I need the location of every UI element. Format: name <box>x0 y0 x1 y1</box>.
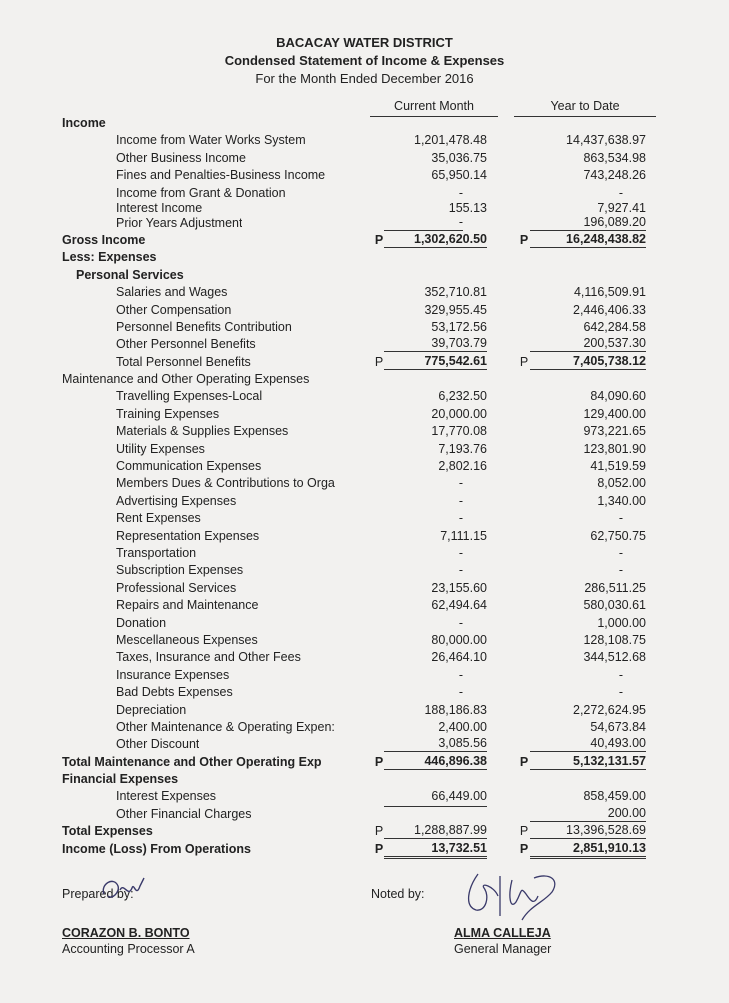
table-row <box>0 388 729 405</box>
preparer-name: CORAZON B. BONTO <box>62 926 190 940</box>
current-month-value: - <box>458 511 463 526</box>
current-month-value: 155.13 <box>448 200 487 215</box>
table-row <box>0 115 729 132</box>
row-label: Members Dues & Contributions to Orga <box>116 476 335 491</box>
table-row <box>0 649 729 666</box>
current-month-value: 1,201,478.48 <box>414 133 487 148</box>
year-to-date-value: 2,272,624.95 <box>573 702 646 717</box>
current-month-value: 17,770.08 <box>431 424 487 439</box>
current-month-value: 62,494.64 <box>431 598 487 613</box>
year-to-date-value: 54,673.84 <box>590 719 646 734</box>
table-row <box>0 580 729 597</box>
year-to-date-value: 863,534.98 <box>583 150 646 165</box>
current-month-value: 66,449.00 <box>431 789 487 804</box>
current-month-value: - <box>384 215 463 231</box>
row-label: Interest Income <box>116 200 203 215</box>
year-to-date-value: - <box>618 563 623 578</box>
table-row <box>0 215 729 232</box>
year-to-date-value: 41,519.59 <box>590 459 646 474</box>
year-to-date-value: 200.00 <box>530 806 646 822</box>
table-row <box>0 406 729 423</box>
row-label: Total Personnel Benefits <box>116 354 251 369</box>
row-label: Income from Grant & Donation <box>116 185 286 200</box>
current-month-value: - <box>458 563 463 578</box>
year-to-date-value: 286,511.25 <box>584 580 646 595</box>
current-month-value: 1,288,887.99 <box>384 823 487 839</box>
row-label: Professional Services <box>116 580 237 595</box>
table-row <box>0 823 729 840</box>
year-to-date-value: - <box>618 667 623 682</box>
table-row <box>0 702 729 719</box>
table-row <box>0 371 729 388</box>
row-label: Less: Expenses <box>62 250 157 265</box>
year-to-date-value: 743,248.26 <box>583 168 646 183</box>
table-row <box>0 200 729 215</box>
table-row <box>0 284 729 301</box>
row-label: Gross Income <box>62 232 146 247</box>
table-row <box>0 667 729 684</box>
current-month-value: - <box>458 615 463 630</box>
current-month-value: 35,036.75 <box>431 150 487 165</box>
year-to-date-value: 2,446,406.33 <box>573 302 646 317</box>
row-label: Representation Expenses <box>116 528 260 543</box>
row-label: Utility Expenses <box>116 441 205 456</box>
year-to-date-value: 642,284.58 <box>583 319 646 334</box>
table-row <box>0 232 729 249</box>
year-to-date-value: 8,052.00 <box>597 476 646 491</box>
table-row <box>0 441 729 458</box>
current-month-value: 7,111.15 <box>440 528 487 543</box>
column-header-current-month: Current Month <box>370 99 498 117</box>
row-label: Financial Expenses <box>62 772 179 787</box>
org-name: BACACAY WATER DISTRICT <box>276 35 453 50</box>
noter-position: General Manager <box>454 942 552 956</box>
ytd-currency-sign: P <box>519 754 529 769</box>
year-to-date-value: 40,493.00 <box>530 736 646 752</box>
current-month-value: - <box>458 545 463 560</box>
table-row <box>0 458 729 475</box>
ytd-currency-sign: P <box>519 354 529 369</box>
current-month-value: - <box>458 667 463 682</box>
current-month-value <box>384 806 487 807</box>
table-row <box>0 771 729 788</box>
current-currency-sign: P <box>374 754 384 769</box>
preparer-signature <box>98 872 158 906</box>
year-to-date-value: 858,459.00 <box>583 789 646 804</box>
row-label: Maintenance and Other Operating Expenses <box>62 372 310 387</box>
row-label: Other Business Income <box>116 150 246 165</box>
noted-by-label: Noted by: <box>371 887 425 901</box>
year-to-date-value: 84,090.60 <box>590 389 646 404</box>
table-row <box>0 132 729 149</box>
table-row <box>0 150 729 167</box>
current-month-value: 3,085.56 <box>384 736 487 752</box>
row-label: Advertising Expenses <box>116 493 237 508</box>
current-month-value: - <box>458 185 463 200</box>
table-row <box>0 788 729 805</box>
table-row <box>0 336 729 353</box>
table-row <box>0 806 729 823</box>
row-label: Subscription Expenses <box>116 563 244 578</box>
table-row <box>0 319 729 336</box>
current-month-value: 65,950.14 <box>431 168 487 183</box>
table-row <box>0 754 729 771</box>
row-label: Other Compensation <box>116 302 232 317</box>
table-row <box>0 354 729 371</box>
row-label: Transportation <box>116 545 197 560</box>
statement-period: For the Month Ended December 2016 <box>255 71 474 86</box>
year-to-date-value: 16,248,438.82 <box>530 232 646 248</box>
current-month-value: 2,400.00 <box>438 719 487 734</box>
year-to-date-value: 123,801.90 <box>583 441 646 456</box>
table-row <box>0 185 729 200</box>
current-currency-sign: P <box>374 841 384 856</box>
row-label: Interest Expenses <box>116 789 217 804</box>
row-label: Total Expenses <box>62 824 153 839</box>
current-month-value: 20,000.00 <box>431 406 487 421</box>
year-to-date-value: 7,405,738.12 <box>530 354 646 370</box>
current-month-value: 6,232.50 <box>438 389 487 404</box>
ytd-currency-sign: P <box>519 824 529 839</box>
year-to-date-value: - <box>618 685 623 700</box>
row-label: Income from Water Works System <box>116 133 306 148</box>
table-row <box>0 545 729 562</box>
row-label: Donation <box>116 615 167 630</box>
current-month-value: 2,802.16 <box>438 459 487 474</box>
year-to-date-value: 62,750.75 <box>590 528 646 543</box>
current-month-value: - <box>458 685 463 700</box>
current-month-value: 188,186.83 <box>424 702 487 717</box>
table-row <box>0 684 729 701</box>
row-label: Depreciation <box>116 702 187 717</box>
year-to-date-value: 14,437,638.97 <box>566 133 646 148</box>
year-to-date-value: 129,400.00 <box>583 406 646 421</box>
row-label: Other Personnel Benefits <box>116 337 256 352</box>
current-month-value: 352,710.81 <box>424 285 487 300</box>
year-to-date-value: - <box>618 545 623 560</box>
table-row <box>0 719 729 736</box>
year-to-date-value: 580,030.61 <box>583 598 646 613</box>
year-to-date-value: 4,116,509.91 <box>573 285 646 300</box>
row-label: Income <box>62 116 106 130</box>
year-to-date-value: 1,340.00 <box>597 493 646 508</box>
year-to-date-value: 973,221.65 <box>583 424 646 439</box>
row-label: Personal Services <box>76 267 184 282</box>
current-currency-sign: P <box>374 232 384 247</box>
current-currency-sign: P <box>374 824 384 839</box>
table-row <box>0 510 729 527</box>
table-row <box>0 615 729 632</box>
table-row <box>0 736 729 753</box>
year-to-date-value: 7,927.41 <box>597 200 646 215</box>
year-to-date-value: 196,089.20 <box>530 215 646 231</box>
current-month-value: 13,732.51 <box>384 841 487 859</box>
column-header-year-to-date: Year to Date <box>514 99 656 117</box>
current-month-value: 1,302,620.50 <box>384 232 487 248</box>
row-label: Mescellaneous Expenses <box>116 632 258 647</box>
row-label: Income (Loss) From Operations <box>62 841 251 856</box>
row-label: Other Financial Charges <box>116 806 252 821</box>
row-label: Personnel Benefits Contribution <box>116 319 292 334</box>
table-row <box>0 597 729 614</box>
row-label: Total Maintenance and Other Operating Exp <box>62 754 322 769</box>
table-row <box>0 632 729 649</box>
noter-signature <box>460 866 570 928</box>
table-row <box>0 475 729 492</box>
year-to-date-value: 128,108.75 <box>583 632 646 647</box>
statement-title: Condensed Statement of Income & Expenses <box>224 53 505 68</box>
table-row <box>0 249 729 266</box>
year-to-date-value: 200,537.30 <box>530 336 646 352</box>
current-month-value: 329,955.45 <box>424 302 487 317</box>
year-to-date-value: 1,000.00 <box>597 615 646 630</box>
ytd-currency-sign: P <box>519 841 529 856</box>
preparer-position: Accounting Processor A <box>62 942 195 956</box>
row-label: Travelling Expenses-Local <box>116 389 263 404</box>
ytd-currency-sign: P <box>519 232 529 247</box>
row-label: Fines and Penalties-Business Income <box>116 168 326 183</box>
row-label: Other Discount <box>116 737 200 752</box>
row-label: Prior Years Adjustment <box>116 215 243 230</box>
current-month-value: 446,896.38 <box>384 754 487 770</box>
current-month-value: 39,703.79 <box>384 336 487 352</box>
year-to-date-value: 13,396,528.69 <box>530 823 646 839</box>
row-label: Bad Debts Expenses <box>116 685 233 700</box>
current-month-value: 80,000.00 <box>431 632 487 647</box>
row-label: Rent Expenses <box>116 511 201 526</box>
noter-name: ALMA CALLEJA <box>454 926 551 940</box>
year-to-date-value: 5,132,131.57 <box>530 754 646 770</box>
year-to-date-value: 344,512.68 <box>583 650 646 665</box>
table-row <box>0 302 729 319</box>
current-currency-sign: P <box>374 354 384 369</box>
current-month-value: 7,193.76 <box>438 441 487 456</box>
table-row <box>0 167 729 184</box>
current-month-value: 26,464.10 <box>431 650 487 665</box>
table-row <box>0 841 729 858</box>
year-to-date-value: - <box>618 511 623 526</box>
row-label: Insurance Expenses <box>116 667 230 682</box>
year-to-date-value: - <box>618 185 623 200</box>
table-row <box>0 423 729 440</box>
current-month-value: - <box>458 493 463 508</box>
current-month-value: 775,542.61 <box>384 354 487 370</box>
table-row <box>0 267 729 284</box>
row-label: Repairs and Maintenance <box>116 598 259 613</box>
row-label: Communication Expenses <box>116 459 262 474</box>
year-to-date-value: 2,851,910.13 <box>530 841 646 859</box>
row-label: Salaries and Wages <box>116 285 228 300</box>
row-label: Training Expenses <box>116 406 220 421</box>
row-label: Materials & Supplies Expenses <box>116 424 289 439</box>
table-row <box>0 562 729 579</box>
prepared-by-label: Prepared by: <box>62 887 134 901</box>
current-month-value: 23,155.60 <box>431 580 487 595</box>
table-row <box>0 493 729 510</box>
table-row <box>0 528 729 545</box>
statement-table <box>0 115 729 858</box>
current-month-value: 53,172.56 <box>431 319 487 334</box>
row-label: Taxes, Insurance and Other Fees <box>116 650 301 665</box>
current-month-value: - <box>458 476 463 491</box>
row-label: Other Maintenance & Operating Expen: <box>116 719 335 734</box>
